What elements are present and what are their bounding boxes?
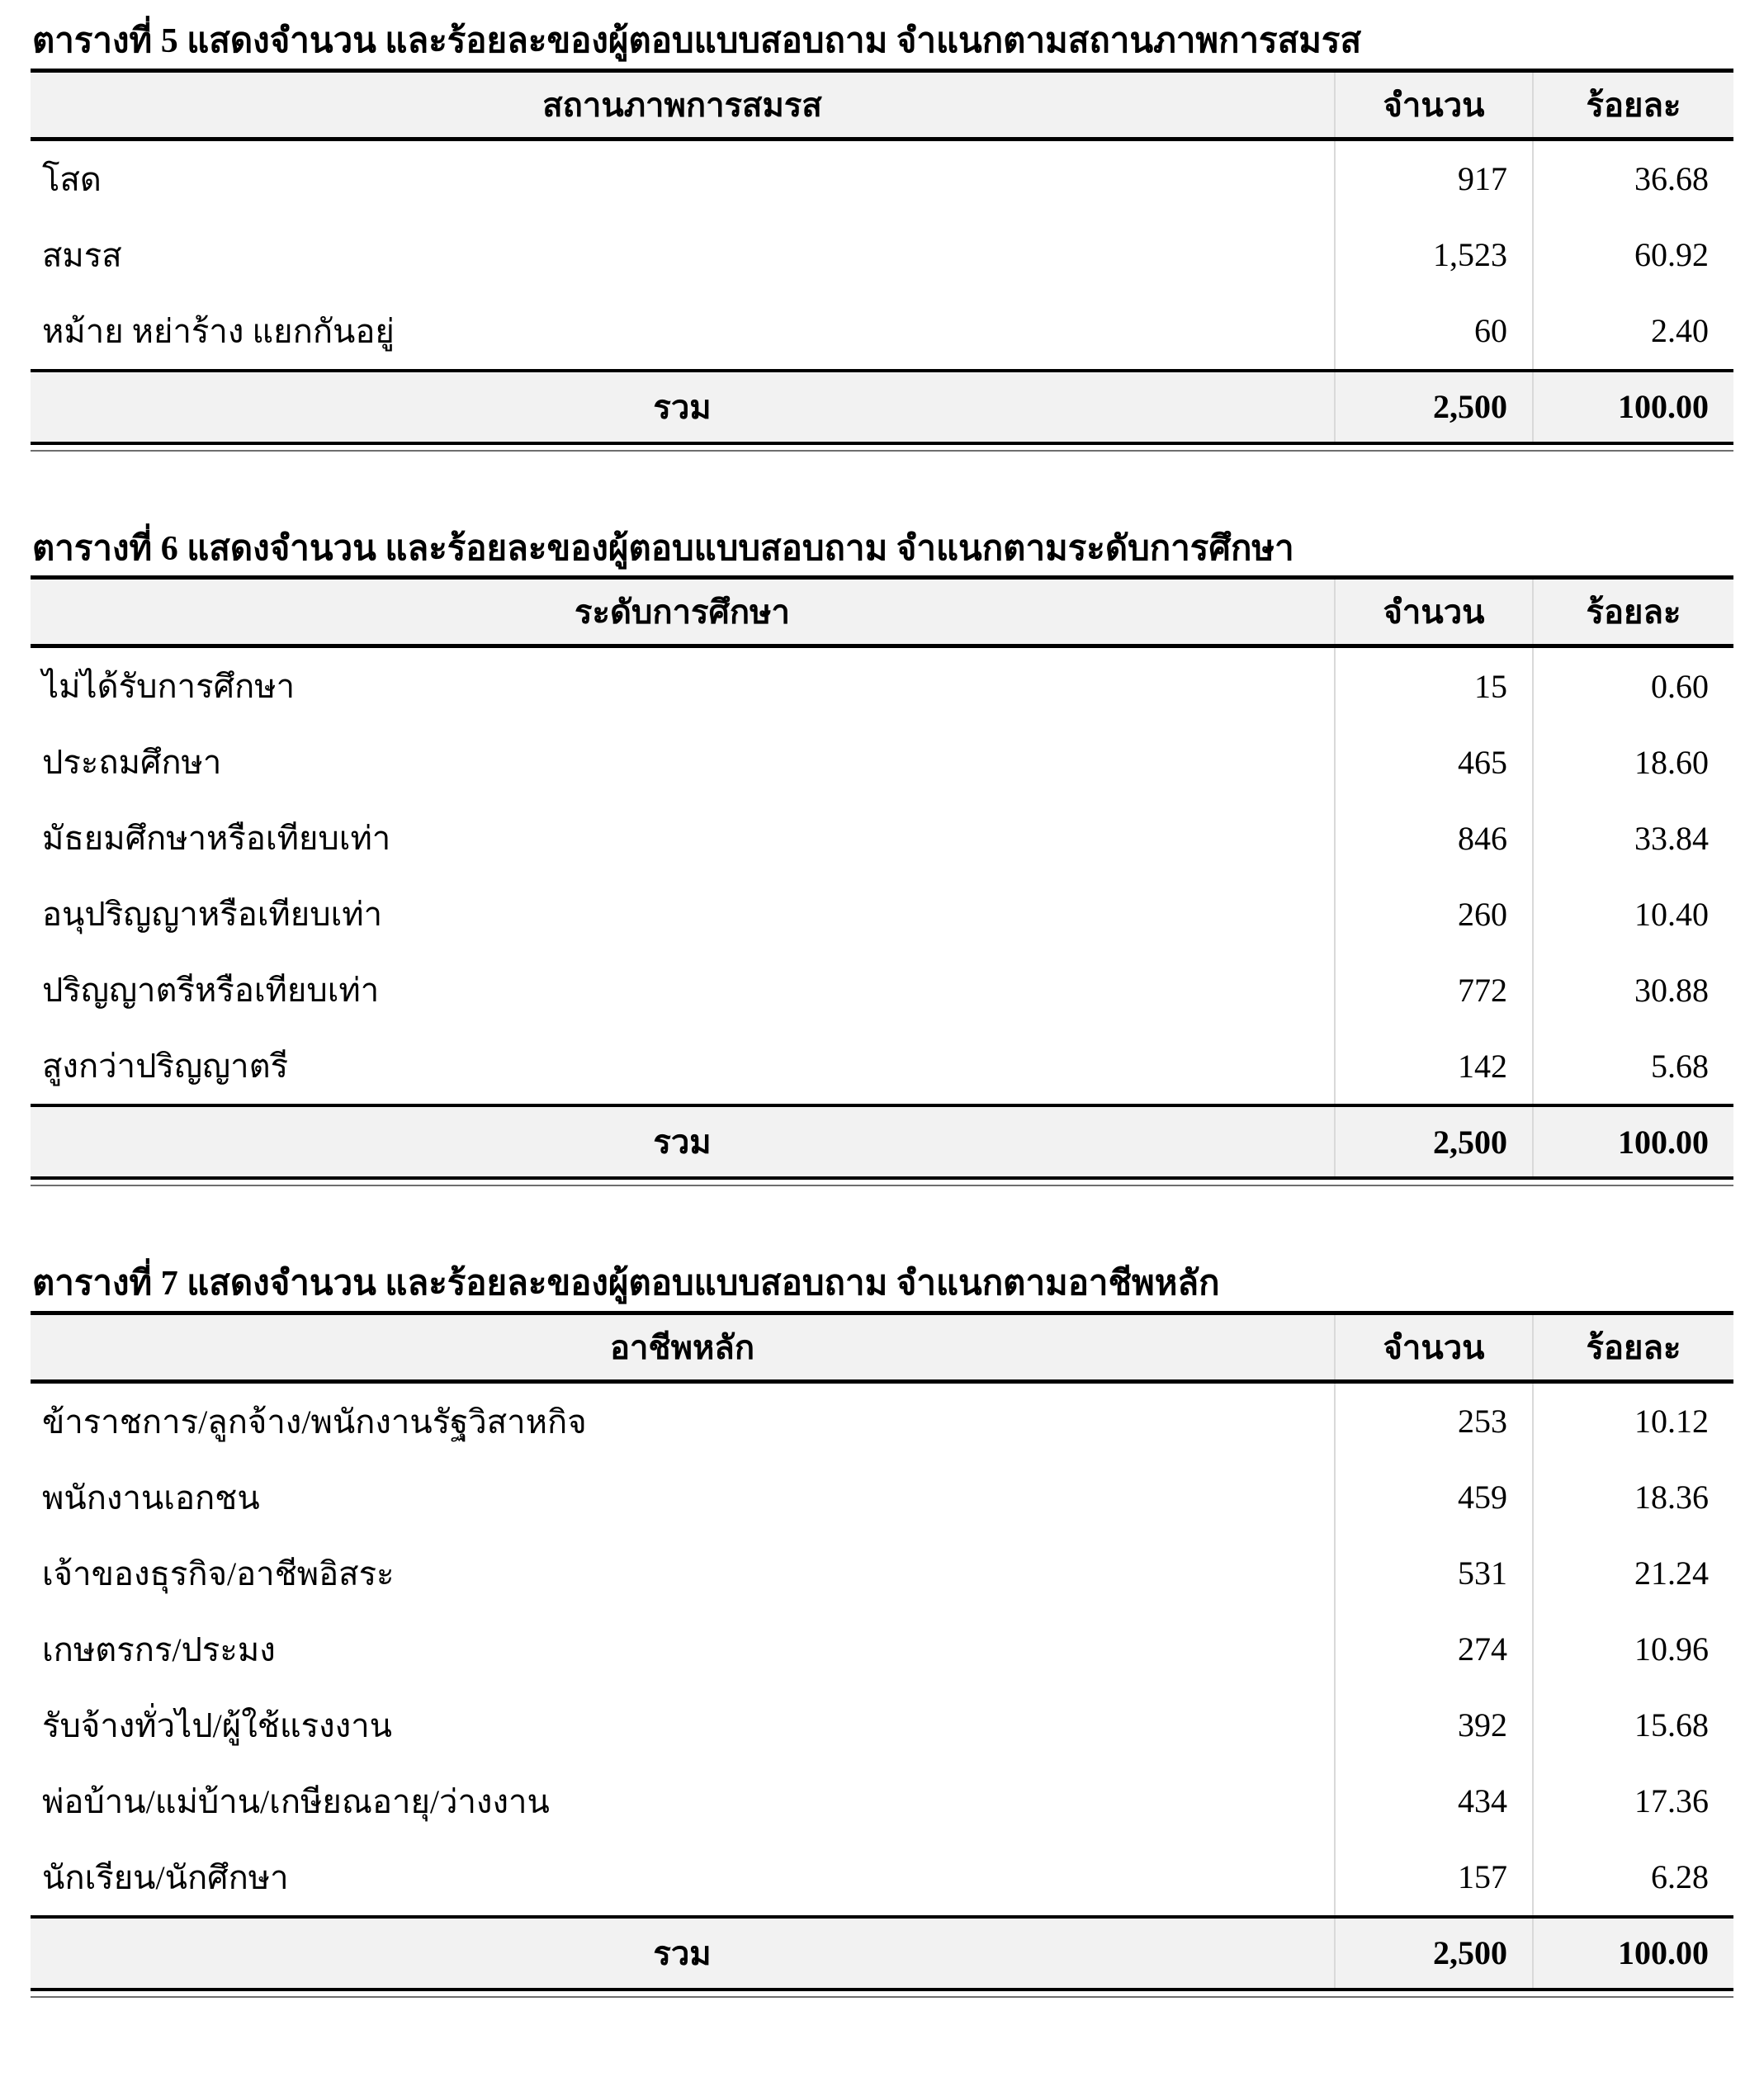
row-count-value: 392 bbox=[1335, 1687, 1533, 1763]
row-percent-value: 10.12 bbox=[1533, 1381, 1733, 1460]
category-column-header: ระดับการศึกษา bbox=[575, 594, 790, 631]
row-count-value: 917 bbox=[1335, 139, 1533, 217]
total-percent: 100.00 bbox=[1533, 1917, 1733, 1990]
total-percent: 100.00 bbox=[1533, 371, 1733, 443]
row-count-value: 260 bbox=[1335, 876, 1533, 952]
row-count-value: 142 bbox=[1335, 1028, 1533, 1105]
row-category-label: โสด bbox=[31, 139, 1335, 217]
table-row bbox=[31, 1028, 1733, 1105]
row-count-value: 465 bbox=[1335, 724, 1533, 800]
row-percent-value: 18.60 bbox=[1533, 724, 1733, 800]
total-count: 2,500 bbox=[1335, 1917, 1533, 1990]
count-column-header: จำนวน bbox=[1335, 70, 1533, 139]
row-category-label: เจ้าของธุรกิจ/อาชีพอิสระ bbox=[31, 1535, 1335, 1611]
category-column-header: สถานภาพการสมรส bbox=[542, 86, 822, 124]
row-category-label: รับจ้างทั่วไป/ผู้ใช้แรงงาน bbox=[31, 1687, 1335, 1763]
row-percent-value: 10.96 bbox=[1533, 1611, 1733, 1687]
percent-column-header: ร้อยละ bbox=[1533, 1313, 1733, 1381]
row-percent-value: 21.24 bbox=[1533, 1535, 1733, 1611]
row-category-label: ไม่ได้รับการศึกษา bbox=[31, 646, 1335, 725]
row-category-label: หม้าย หย่าร้าง แยกกันอยู่ bbox=[31, 293, 1335, 371]
row-percent-value: 18.36 bbox=[1533, 1460, 1733, 1535]
table-total-row bbox=[31, 1917, 1733, 1990]
stats-table-section bbox=[31, 528, 1733, 1187]
row-percent-value: 5.68 bbox=[1533, 1028, 1733, 1105]
table-row bbox=[31, 1687, 1733, 1763]
row-count-value: 531 bbox=[1335, 1535, 1533, 1611]
table-body bbox=[31, 646, 1733, 1106]
total-label: รวม bbox=[653, 388, 712, 426]
table-row bbox=[31, 952, 1733, 1028]
row-category-label: พ่อบ้าน/แม่บ้าน/เกษียณอายุ/ว่างงาน bbox=[31, 1763, 1335, 1839]
table-row bbox=[31, 1381, 1733, 1460]
row-category-label: สมรส bbox=[31, 217, 1335, 293]
row-count-value: 846 bbox=[1335, 800, 1533, 876]
row-percent-value: 60.92 bbox=[1533, 217, 1733, 293]
table-row bbox=[31, 139, 1733, 217]
table-row bbox=[31, 800, 1733, 876]
row-percent-value: 36.68 bbox=[1533, 139, 1733, 217]
row-count-value: 772 bbox=[1335, 952, 1533, 1028]
row-count-value: 434 bbox=[1335, 1763, 1533, 1839]
row-count-value: 15 bbox=[1335, 646, 1533, 725]
row-percent-value: 0.60 bbox=[1533, 646, 1733, 725]
row-count-value: 459 bbox=[1335, 1460, 1533, 1535]
table-header-row bbox=[31, 70, 1733, 139]
total-percent: 100.00 bbox=[1533, 1105, 1733, 1178]
total-label: รวม bbox=[653, 1934, 712, 1972]
table-header-row bbox=[31, 1313, 1733, 1381]
row-percent-value: 30.88 bbox=[1533, 952, 1733, 1028]
row-percent-value: 10.40 bbox=[1533, 876, 1733, 952]
row-category-label: พนักงานเอกชน bbox=[31, 1460, 1335, 1535]
row-count-value: 253 bbox=[1335, 1381, 1533, 1460]
table-title: ตารางที่ 5 แสดงจำนวน และร้อยละของผู้ตอบแบบสอบถาม จำแนกตามสถานภาพการสมรส bbox=[32, 22, 1362, 60]
row-percent-value: 15.68 bbox=[1533, 1687, 1733, 1763]
row-count-value: 60 bbox=[1335, 293, 1533, 371]
stats-table bbox=[31, 575, 1733, 1180]
row-count-value: 274 bbox=[1335, 1611, 1533, 1687]
table-title: ตารางที่ 7 แสดงจำนวน และร้อยละของผู้ตอบแบบสอบถาม จำแนกตามอาชีพหลัก bbox=[32, 1265, 1220, 1303]
row-percent-value: 6.28 bbox=[1533, 1839, 1733, 1917]
table-row bbox=[31, 1460, 1733, 1535]
stats-table-section bbox=[31, 20, 1733, 452]
table-row bbox=[31, 1611, 1733, 1687]
row-percent-value: 2.40 bbox=[1533, 293, 1733, 371]
table-header-row bbox=[31, 578, 1733, 646]
table-body bbox=[31, 139, 1733, 371]
table-row bbox=[31, 646, 1733, 725]
row-category-label: อนุปริญญาหรือเทียบเท่า bbox=[31, 876, 1335, 952]
table-row bbox=[31, 293, 1733, 371]
row-category-label: ข้าราชการ/ลูกจ้าง/พนักงานรัฐวิสาหกิจ bbox=[31, 1381, 1335, 1460]
table-row bbox=[31, 1535, 1733, 1611]
count-column-header: จำนวน bbox=[1335, 578, 1533, 646]
row-category-label: เกษตรกร/ประมง bbox=[31, 1611, 1335, 1687]
row-category-label: นักเรียน/นักศึกษา bbox=[31, 1839, 1335, 1917]
table-total-row bbox=[31, 1105, 1733, 1178]
table-row bbox=[31, 1763, 1733, 1839]
row-category-label: ประถมศึกษา bbox=[31, 724, 1335, 800]
total-label: รวม bbox=[653, 1124, 712, 1161]
row-category-label: สูงกว่าปริญญาตรี bbox=[31, 1028, 1335, 1105]
stats-table bbox=[31, 1311, 1733, 1991]
table-title: ตารางที่ 6 แสดงจำนวน และร้อยละของผู้ตอบแบบสอบถาม จำแนกตามระดับการศึกษา bbox=[32, 529, 1294, 568]
percent-column-header: ร้อยละ bbox=[1533, 70, 1733, 139]
row-count-value: 157 bbox=[1335, 1839, 1533, 1917]
table-row bbox=[31, 217, 1733, 293]
row-percent-value: 33.84 bbox=[1533, 800, 1733, 876]
count-column-header: จำนวน bbox=[1335, 1313, 1533, 1381]
total-count: 2,500 bbox=[1335, 371, 1533, 443]
table-row bbox=[31, 876, 1733, 952]
table-row bbox=[31, 724, 1733, 800]
percent-column-header: ร้อยละ bbox=[1533, 578, 1733, 646]
row-percent-value: 17.36 bbox=[1533, 1763, 1733, 1839]
table-total-row bbox=[31, 371, 1733, 443]
stats-table bbox=[31, 69, 1733, 445]
row-category-label: ปริญญาตรีหรือเทียบเท่า bbox=[31, 952, 1335, 1028]
table-row bbox=[31, 1839, 1733, 1917]
total-count: 2,500 bbox=[1335, 1105, 1533, 1178]
row-category-label: มัธยมศึกษาหรือเทียบเท่า bbox=[31, 800, 1335, 876]
table-body bbox=[31, 1381, 1733, 1917]
category-column-header: อาชีพหลัก bbox=[609, 1328, 755, 1366]
stats-table-section bbox=[31, 1262, 1733, 1998]
row-count-value: 1,523 bbox=[1335, 217, 1533, 293]
